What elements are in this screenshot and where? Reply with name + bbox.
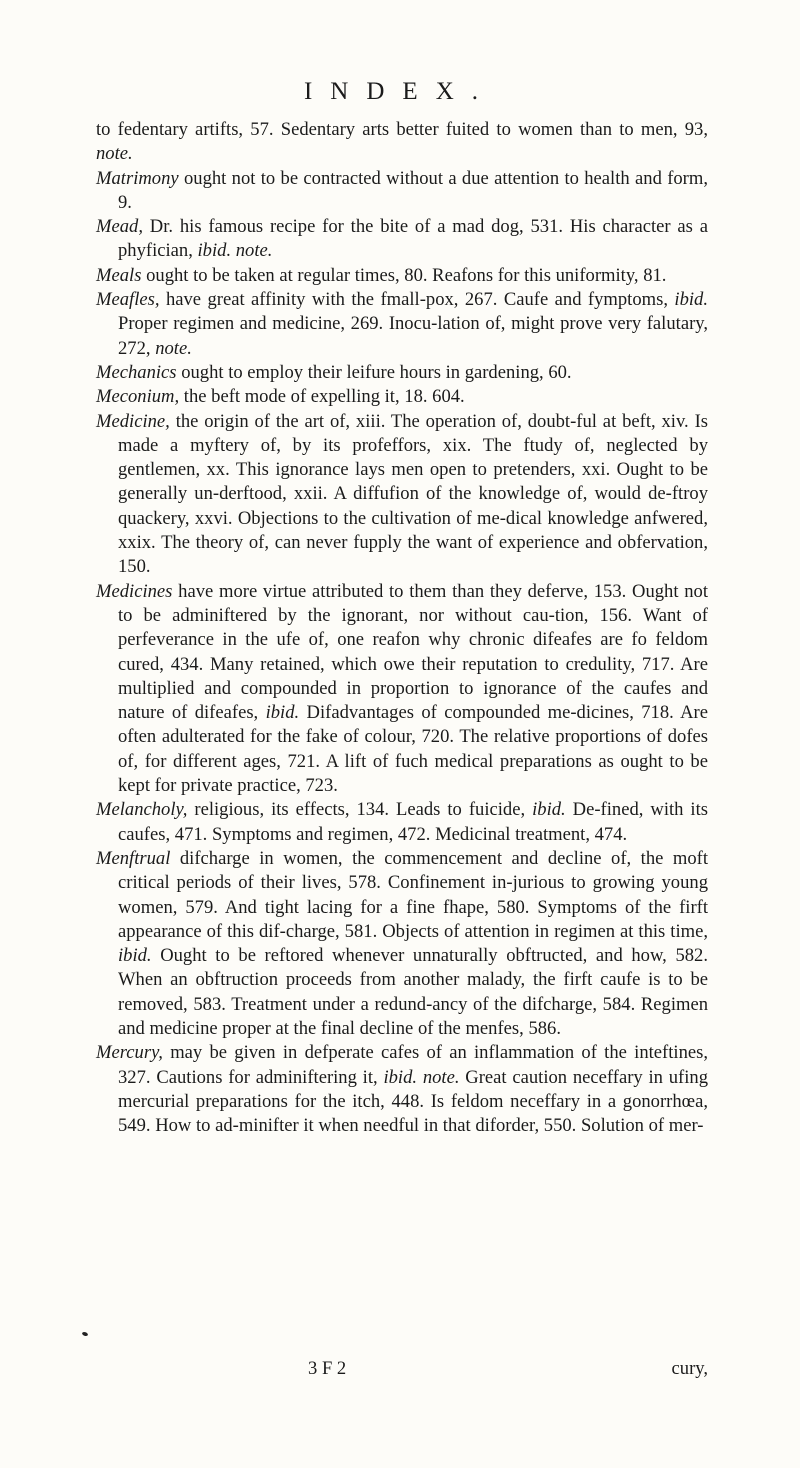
entry-headword: Menftrual xyxy=(96,847,171,869)
entry-headword: Medicine, xyxy=(96,410,170,432)
catchword: cury, xyxy=(671,1358,708,1379)
entry-headword: Meafles, xyxy=(96,289,160,311)
entry-headword: Meals xyxy=(96,264,142,286)
signature-mark: 3 F 2 xyxy=(308,1358,347,1379)
index-entry: Mead, Dr. his famous recipe for the bite of a mad dog, 531. His character as a phyfician, ibid. note. xyxy=(96,216,708,262)
index-entry: Melancholy, religious, its effects, 134. Leads to fuicide, ibid. De-fined, with its caufes, 471. Symptoms and regimen, 472. Medicinal treatment, 474. xyxy=(96,799,709,845)
entry-headword: Melancholy, xyxy=(96,799,188,821)
entry-headword: Mead, xyxy=(96,216,143,238)
index-entry: Meafles, have great affinity with the fmall-pox, 267. Caufe and fymptoms, ibid. Proper regimen and medicine, 269. Inocu-lation of, might prove very falutary, 272, note. xyxy=(96,289,708,359)
index-entry: to fedentary artifts, 57. Sedentary arts better fuited to women than to men, 93, note. xyxy=(96,119,708,165)
index-entry: Medicine, the origin of the art of, xiii. The operation of, doubt-ful at beft, xiv. Is made a myftery of, by its profeffors, xix. The ftudy of, neglected by gentlemen, xx. This ignorance lays men open to pretenders, xxi. Ought to be generally un-derftood, xxii. A diffufion of the knowledge of, would de-ftroy quackery, xxvi. Objections to the cultivation of me-dical knowledge anfwered, xxix. The theory of, can never fupply the want of experience and obfervation, 150. xyxy=(96,410,708,578)
page-header: INDEX. xyxy=(303,78,496,105)
index-entry: Medicines have more virtue attributed to them than they deferve, 153. Ought not to be adminiftered by the ignorant, nor without cau-tion, 156. Want of perfeverance in the ufe of, one reafon why chronic difeafes are fo feldom cured, 434. Many retained, which owe their reputation to credulity, 717. Are multiplied and compounded in proportion to ignorance of the caufes and nature of difeafes, ibid. Difadvantages of compounded me-dicines, 718. Are often adulterated for the fake of colour, 720. The relative proportions of dofes of, for different ages, 721. A lift of fuch medical preparations as ought to be kept for private practice, 723. xyxy=(96,580,708,797)
index-entry: Mercury, may be given in defperate cafes of an inflammation of the inteftines, 327. Cautions for adminiftering it, ibid. note. Great caution neceffary in ufing mercurial preparations for the itch, 448. Is feldom neceffary in a gonorrhœa, 549. How to ad-minifter it when needful in that diforder, 550. Solution of mer- xyxy=(96,1042,708,1137)
entry-headword: Mercury, xyxy=(96,1042,163,1064)
ink-blot xyxy=(82,1331,89,1336)
entry-headword: Mechanics xyxy=(96,361,177,383)
index-entry: Meconium, the beft mode of expelling it, 18. 604. xyxy=(96,386,465,408)
index-entries xyxy=(96,118,708,1138)
index-entry: Mechanics ought to employ their leifure hours in gardening, 60. xyxy=(96,361,572,383)
index-entry: Matrimony ought not to be contracted without a due attention to health and form, 9. xyxy=(96,167,708,213)
page-footer xyxy=(96,1358,708,1384)
index-entry: Meals ought to be taken at regular times, 80. Reafons for this uniformity, 81. xyxy=(96,264,667,286)
entry-headword: Matrimony xyxy=(96,167,179,189)
entry-headword: Medicines xyxy=(96,580,173,602)
entry-headword: Meconium, xyxy=(96,386,180,408)
index-entry: Menftrual difcharge in women, the commencement and decline of, the moft critical periods of their lives, 578. Confinement in-jurious to growing young women, 579. And tight lacing for a fine fhape, 580. Symptoms of the firft appearance of this dif-charge, 581. Objects of attention in regimen at this time, ibid. Ought to be reftored whenever unnaturally obftructed, and how, 582. When an obftruction proceeds from another malady, the firft caufe is to be removed, 583. Treatment under a redund-ancy of the difcharge, 584. Regimen and medicine proper at the final decline of the menfes, 586. xyxy=(96,847,708,1039)
